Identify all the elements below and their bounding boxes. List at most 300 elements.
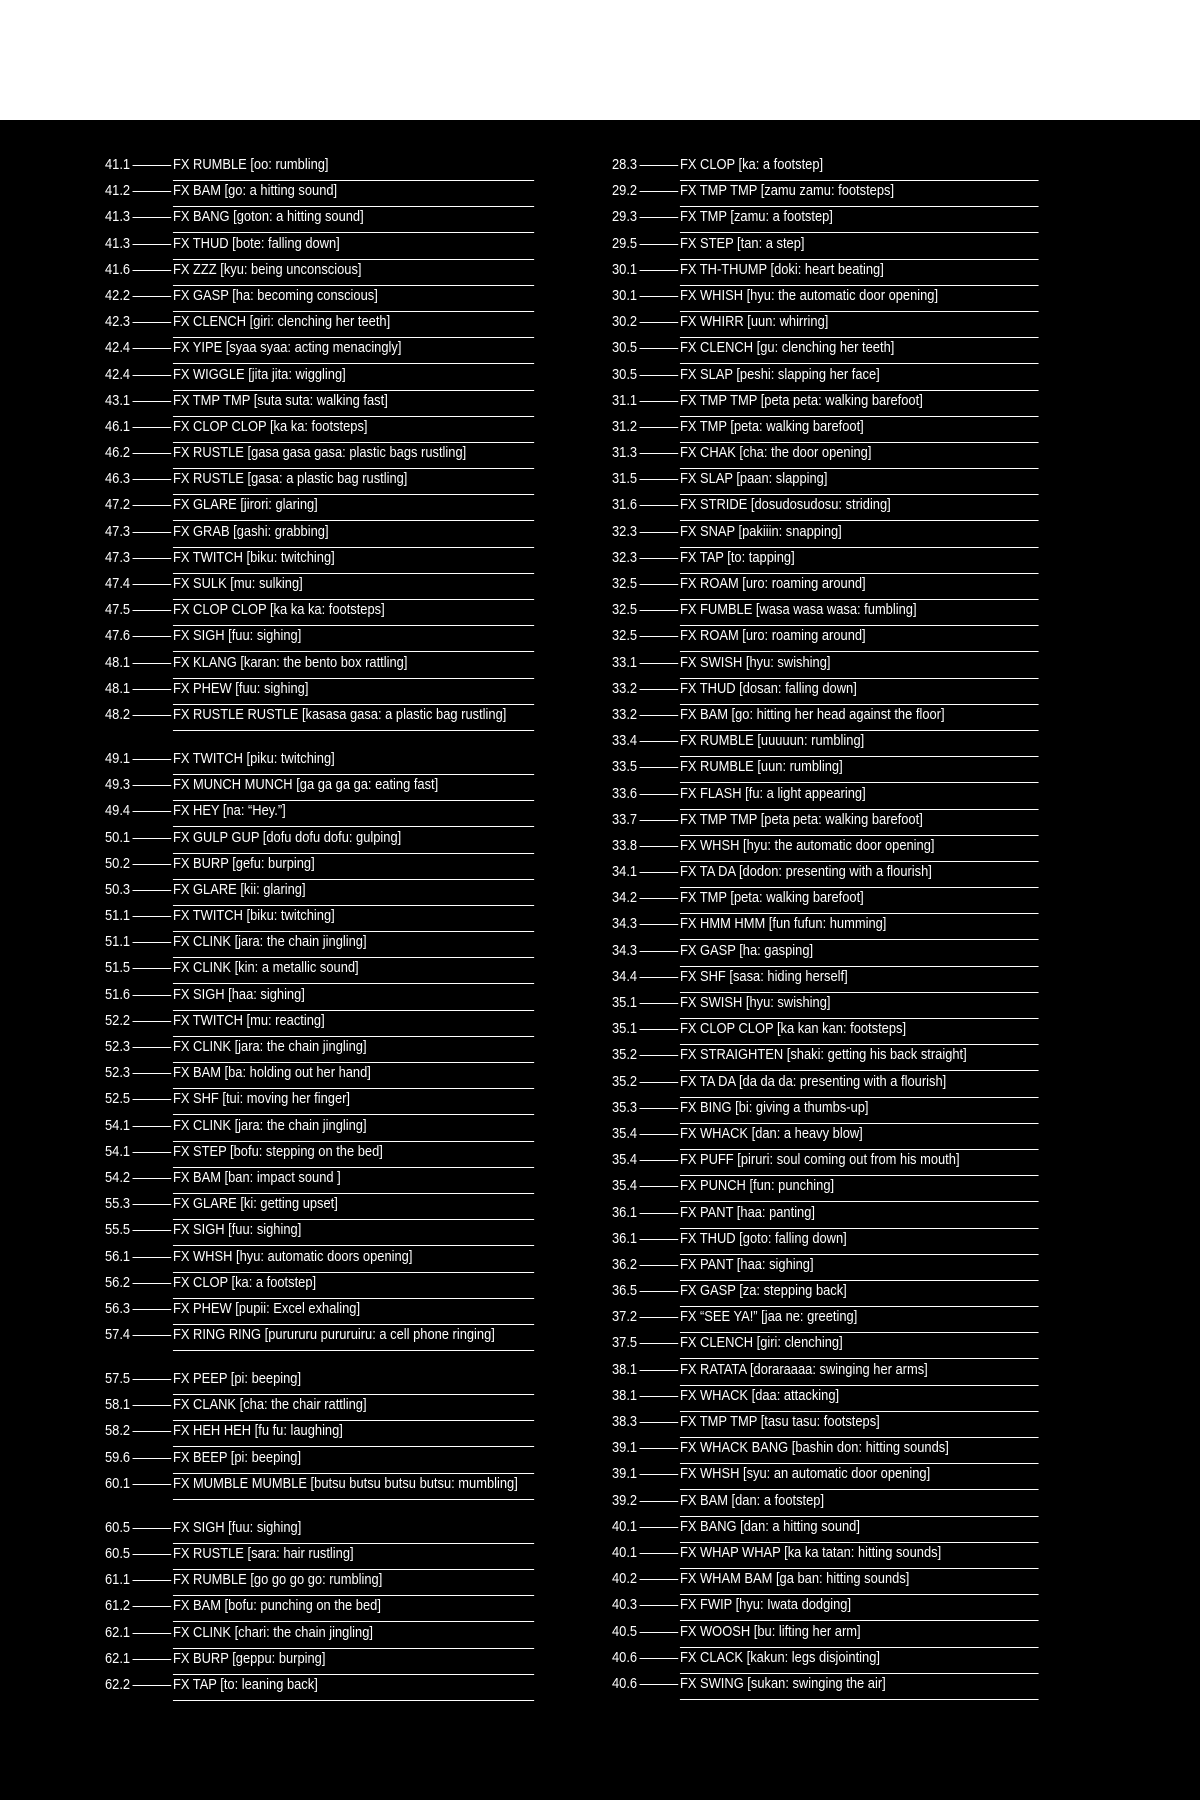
fx-entry-row xyxy=(612,601,1039,626)
leader-line xyxy=(133,1221,172,1231)
fx-entry xyxy=(612,601,1040,627)
fx-translation: FX PHEW [fuu: sighing] xyxy=(173,680,534,705)
leader-line xyxy=(133,182,172,192)
fx-translation: FX TWITCH [piku: twitching] xyxy=(173,750,534,775)
page-panel-number: 35.2 xyxy=(612,1046,638,1064)
fx-entry xyxy=(612,1544,1040,1570)
page-panel-number: 36.2 xyxy=(612,1255,638,1273)
fx-entry xyxy=(105,1519,535,1545)
fx-translation: FX GASP [ha: becoming conscious] xyxy=(173,287,534,312)
fx-entry-row xyxy=(612,523,1039,548)
leader-line xyxy=(133,1326,172,1336)
page-panel-number: 30.5 xyxy=(612,339,638,357)
page-panel-number: 33.2 xyxy=(612,705,638,723)
fx-entry xyxy=(105,1195,535,1221)
leader-line xyxy=(640,811,679,821)
fx-entry xyxy=(612,1099,1040,1125)
fx-entry xyxy=(105,986,535,1012)
fx-entry xyxy=(105,339,535,365)
fx-translation: FX “SEE YA!” [jaa ne: greeting] xyxy=(680,1308,1039,1333)
page-panel-number: 32.5 xyxy=(612,601,638,619)
page-panel-number: 46.2 xyxy=(105,444,131,462)
page-panel-number: 31.5 xyxy=(612,470,638,488)
leader-line xyxy=(640,1623,679,1633)
leader-line xyxy=(640,1334,679,1344)
fx-entry xyxy=(105,1624,535,1650)
leader-line xyxy=(640,523,679,533)
fx-entry xyxy=(105,802,535,828)
fx-translation: FX CLENCH [gu: clenching her teeth] xyxy=(680,339,1039,364)
fx-entry-row xyxy=(612,680,1039,705)
page-panel-number: 33.6 xyxy=(612,784,638,802)
fx-entry-row xyxy=(105,750,534,775)
leader-line xyxy=(640,470,679,480)
leader-line xyxy=(640,235,679,245)
top-margin xyxy=(0,0,1200,120)
fx-entry-row xyxy=(612,339,1039,364)
leader-line xyxy=(133,444,172,454)
fx-translation: FX BAM [go: a hitting sound] xyxy=(173,182,534,207)
leader-line xyxy=(133,1274,172,1284)
fx-translation: FX THUD [dosan: falling down] xyxy=(680,680,1039,705)
leader-line xyxy=(640,1177,679,1187)
page-panel-number: 40.5 xyxy=(612,1622,638,1640)
fx-translation: FX BING [bi: giving a thumbs-up] xyxy=(680,1099,1039,1124)
page-panel-number: 54.2 xyxy=(105,1168,131,1186)
page-panel-number: 35.1 xyxy=(612,1020,638,1038)
leader-line xyxy=(133,392,172,402)
fx-entry xyxy=(612,287,1040,313)
fx-entry-row xyxy=(612,1649,1039,1674)
page-panel-number: 41.1 xyxy=(105,156,131,173)
fx-entry-row xyxy=(105,182,534,207)
fx-entry xyxy=(612,1465,1040,1491)
page-panel-number: 28.3 xyxy=(612,156,638,173)
page-panel-number: 36.5 xyxy=(612,1282,638,1300)
page-panel-number: 47.3 xyxy=(105,548,131,566)
fx-entry-row xyxy=(105,208,534,233)
leader-line xyxy=(133,156,172,166)
page-panel-number: 38.3 xyxy=(612,1413,638,1430)
fx-entry xyxy=(105,1449,535,1475)
fx-entry-row xyxy=(105,776,534,801)
fx-entry xyxy=(612,1413,1040,1439)
leader-line xyxy=(133,1038,172,1048)
page-panel-number: 35.4 xyxy=(612,1177,638,1195)
fx-translation: FX HMM HMM [fun fufun: humming] xyxy=(680,915,1039,940)
fx-entry-row xyxy=(612,1544,1039,1569)
leader-line xyxy=(133,287,172,297)
leader-line xyxy=(133,1064,172,1074)
fx-translation: FX TH-THUMP [doki: heart beating] xyxy=(680,261,1039,286)
fx-entry-row xyxy=(612,811,1039,836)
fx-translation: FX ROAM [uro: roaming around] xyxy=(680,627,1039,652)
fx-entry-row xyxy=(612,1518,1039,1543)
fx-entry xyxy=(612,680,1040,706)
fx-entry-row xyxy=(612,863,1039,888)
page-panel-number: 47.5 xyxy=(105,601,131,619)
fx-entry xyxy=(612,496,1040,522)
fx-translation: FX BAM [dan: a footstep] xyxy=(680,1492,1039,1517)
page-panel-number: 49.3 xyxy=(105,776,131,794)
fx-translation: FX SULK [mu: sulking] xyxy=(173,575,534,600)
page-panel-number: 40.2 xyxy=(612,1570,638,1588)
leader-line xyxy=(640,1596,679,1606)
fx-entry xyxy=(612,811,1040,837)
sound-effects-list-right xyxy=(612,156,1040,1701)
leader-line xyxy=(640,1204,679,1214)
fx-entry xyxy=(105,261,535,287)
fx-entry xyxy=(612,785,1040,811)
fx-translation: FX GLARE [kii: glaring] xyxy=(173,881,534,906)
leader-line xyxy=(133,750,172,760)
leader-line xyxy=(640,994,679,1004)
fx-entry-row xyxy=(105,1624,534,1649)
leader-line xyxy=(640,182,679,192)
fx-entry xyxy=(105,1396,535,1422)
fx-entry-row xyxy=(105,313,534,338)
fx-entry-row xyxy=(105,907,534,932)
leader-line xyxy=(133,1571,172,1581)
fx-entry-row xyxy=(105,523,534,548)
fx-entry xyxy=(612,261,1040,287)
fx-entry-row xyxy=(105,959,534,984)
fx-entry-row xyxy=(612,1570,1039,1595)
fx-entry xyxy=(105,1545,535,1571)
fx-translation: FX GASP [za: stepping back] xyxy=(680,1282,1039,1307)
fx-entry-row xyxy=(105,156,534,181)
fx-translation: FX BAM [ba: holding out her hand] xyxy=(173,1064,534,1089)
page-panel-number: 56.2 xyxy=(105,1273,131,1291)
fx-entry-row xyxy=(612,444,1039,469)
page-panel-number: 41.6 xyxy=(105,260,131,278)
page-panel-number: 42.2 xyxy=(105,286,131,304)
fx-translation: FX CLOP CLOP [ka kan kan: footsteps] xyxy=(680,1020,1039,1045)
page-panel-number: 50.2 xyxy=(105,854,131,872)
page-panel-number: 42.4 xyxy=(105,339,131,357)
fx-translation: FX WHIRR [uun: whirring] xyxy=(680,313,1039,338)
fx-entry-row xyxy=(105,1274,534,1299)
page-panel-number: 54.1 xyxy=(105,1142,131,1160)
page-panel-number: 31.2 xyxy=(612,417,638,435)
fx-translation: FX RUSTLE RUSTLE [kasasa gasa: a plastic bag rustling] xyxy=(173,706,534,731)
fx-entry xyxy=(612,1623,1040,1649)
fx-entry-row xyxy=(105,1248,534,1273)
fx-translation: FX ZZZ [kyu: being unconscious] xyxy=(173,261,534,286)
fx-entry-row xyxy=(105,1300,534,1325)
fx-entry-row xyxy=(105,627,534,652)
leader-line xyxy=(133,1117,172,1127)
page-panel-number: 47.2 xyxy=(105,496,131,514)
leader-line xyxy=(133,706,172,716)
page-panel-number: 49.4 xyxy=(105,802,131,820)
fx-entry-row xyxy=(105,1676,534,1701)
leader-line xyxy=(133,1676,172,1686)
page-panel-number: 42.4 xyxy=(105,365,131,383)
fx-entry xyxy=(612,1334,1040,1360)
fx-translation: FX CLOP CLOP [ka ka ka: footsteps] xyxy=(173,601,534,626)
fx-entry xyxy=(612,182,1040,208)
page-panel-number: 31.1 xyxy=(612,391,638,409)
leader-line xyxy=(640,758,679,768)
fx-translation: FX PUNCH [fun: punching] xyxy=(680,1177,1039,1202)
fx-entry xyxy=(612,968,1040,994)
fx-entry xyxy=(105,933,535,959)
fx-entry-row xyxy=(612,1125,1039,1150)
fx-translation: FX TMP TMP [zamu zamu: footsteps] xyxy=(680,182,1039,207)
leader-line xyxy=(640,968,679,978)
fx-translation: FX RUSTLE [gasa: a plastic bag rustling] xyxy=(173,470,534,495)
leader-line xyxy=(640,496,679,506)
fx-translation: FX BAM [go: hitting her head against the floor] xyxy=(680,706,1039,731)
fx-entry-row xyxy=(612,1387,1039,1412)
fx-entry-row xyxy=(612,470,1039,495)
page-panel-number: 30.2 xyxy=(612,313,638,331)
fx-entry xyxy=(105,881,535,907)
page-panel-number: 51.1 xyxy=(105,933,131,951)
fx-translation: FX FLASH [fu: a light appearing] xyxy=(680,785,1039,810)
fx-entry xyxy=(105,156,535,182)
page-panel-number: 35.4 xyxy=(612,1124,638,1142)
leader-line xyxy=(133,1597,172,1607)
fx-entry-row xyxy=(612,654,1039,679)
fx-translation: FX SHF [sasa: hiding herself] xyxy=(680,968,1039,993)
fx-entry-row xyxy=(612,1020,1039,1045)
fx-entry xyxy=(105,750,535,776)
leader-line xyxy=(133,1169,172,1179)
fx-entry xyxy=(612,863,1040,889)
fx-entry xyxy=(105,706,535,750)
fx-entry xyxy=(105,182,535,208)
fx-entry-row xyxy=(612,366,1039,391)
fx-translation: FX TMP TMP [peta peta: walking barefoot] xyxy=(680,811,1039,836)
leader-line xyxy=(640,366,679,376)
fx-translation: FX THUD [bote: falling down] xyxy=(173,235,534,260)
leader-line xyxy=(133,855,172,865)
fx-translation: FX TAP [to: leaning back] xyxy=(173,1676,534,1701)
page-panel-number: 36.1 xyxy=(612,1229,638,1247)
page-panel-number: 33.2 xyxy=(612,679,638,697)
fx-entry xyxy=(612,313,1040,339)
fx-entry xyxy=(105,208,535,234)
fx-translation: FX SNAP [pakiiin: snapping] xyxy=(680,523,1039,548)
page-panel-number: 38.1 xyxy=(612,1386,638,1404)
fx-translation: FX FUMBLE [wasa wasa wasa: fumbling] xyxy=(680,601,1039,626)
fx-entry-row xyxy=(612,313,1039,338)
page-panel-number: 51.5 xyxy=(105,959,131,977)
page-panel-number: 35.3 xyxy=(612,1098,638,1116)
fx-translation: FX BEEP [pi: beeping] xyxy=(173,1449,534,1474)
leader-line xyxy=(640,680,679,690)
leader-line xyxy=(133,208,172,218)
page-panel-number: 35.2 xyxy=(612,1072,638,1090)
page-panel-number: 57.5 xyxy=(105,1370,131,1388)
page-panel-number: 30.5 xyxy=(612,365,638,383)
page-panel-number: 34.3 xyxy=(612,941,638,959)
leader-line xyxy=(640,1073,679,1083)
leader-line xyxy=(133,1624,172,1634)
fx-translation: FX HEH HEH [fu fu: laughing] xyxy=(173,1422,534,1447)
leader-line xyxy=(640,549,679,559)
fx-entry-row xyxy=(612,261,1039,286)
fx-translation: FX BAM [ban: impact sound ] xyxy=(173,1169,534,1194)
leader-line xyxy=(133,1090,172,1100)
fx-entry xyxy=(612,470,1040,496)
page-panel-number: 29.5 xyxy=(612,234,638,252)
fx-translation: FX CLOP [ka: a footstep] xyxy=(173,1274,534,1299)
fx-translation: FX RING RING [purururu pururuiru: a cell phone ringing] xyxy=(173,1326,534,1351)
leader-line xyxy=(133,366,172,376)
fx-translation: FX GULP GUP [dofu dofu dofu: gulping] xyxy=(173,829,534,854)
page-panel-number: 34.2 xyxy=(612,889,638,907)
fx-entry-row xyxy=(105,1143,534,1168)
fx-entry-row xyxy=(612,1492,1039,1517)
fx-translation: FX TWITCH [biku: twitching] xyxy=(173,907,534,932)
fx-entry xyxy=(105,1475,535,1519)
fx-entry-row xyxy=(612,968,1039,993)
fx-entry-row xyxy=(105,1597,534,1622)
fx-entry xyxy=(105,1221,535,1247)
leader-line xyxy=(640,287,679,297)
leader-line xyxy=(640,313,679,323)
fx-entry-row xyxy=(105,654,534,679)
fx-translation: FX SIGH [fuu: sighing] xyxy=(173,627,534,652)
fx-translation: FX RUSTLE [gasa gasa gasa: plastic bags rustling] xyxy=(173,444,534,469)
fx-entry-row xyxy=(612,1334,1039,1359)
page-panel-number: 29.3 xyxy=(612,208,638,226)
leader-line xyxy=(640,863,679,873)
page-panel-number: 60.5 xyxy=(105,1545,131,1562)
fx-entry xyxy=(105,1370,535,1396)
fx-entry xyxy=(612,392,1040,418)
fx-entry-row xyxy=(612,837,1039,862)
fx-entry-row xyxy=(612,1256,1039,1281)
fx-entry xyxy=(105,1248,535,1274)
fx-entry-row xyxy=(105,418,534,443)
leader-line xyxy=(133,261,172,271)
leader-line xyxy=(133,313,172,323)
leader-line xyxy=(640,1387,679,1397)
fx-translation: FX GRAB [gashi: grabbing] xyxy=(173,523,534,548)
fx-translation: FX TA DA [da da da: presenting with a flourish] xyxy=(680,1073,1039,1098)
fx-entry-row xyxy=(612,1282,1039,1307)
fx-translation: FX KLANG [karan: the bento box rattling] xyxy=(173,654,534,679)
fx-translation: FX STEP [bofu: stepping on the bed] xyxy=(173,1143,534,1168)
fx-entry xyxy=(612,339,1040,365)
fx-entry-row xyxy=(105,444,534,469)
page-panel-number: 33.5 xyxy=(612,758,638,776)
fx-translation: FX WHACK [dan: a heavy blow] xyxy=(680,1125,1039,1150)
fx-entry-row xyxy=(105,601,534,626)
fx-entry-row xyxy=(105,1326,534,1351)
fx-translation: FX BANG [goton: a hitting sound] xyxy=(173,208,534,233)
fx-entry-row xyxy=(612,994,1039,1019)
leader-line xyxy=(640,1308,679,1318)
fx-translation: FX SWISH [hyu: swishing] xyxy=(680,654,1039,679)
leader-line xyxy=(640,339,679,349)
fx-entry-row xyxy=(105,1038,534,1063)
page-panel-number: 56.1 xyxy=(105,1247,131,1265)
page-panel-number: 58.2 xyxy=(105,1422,131,1440)
page-panel-number: 30.1 xyxy=(612,286,638,304)
fx-translation: FX CLOP CLOP [ka ka: footsteps] xyxy=(173,418,534,443)
fx-translation: FX CLENCH [giri: clenching her teeth] xyxy=(173,313,534,338)
leader-line xyxy=(133,235,172,245)
fx-entry-row xyxy=(105,470,534,495)
page-panel-number: 40.1 xyxy=(612,1517,638,1535)
fx-translation: FX PEEP [pi: beeping] xyxy=(173,1370,534,1395)
fx-entry-row xyxy=(612,1230,1039,1255)
fx-translation: FX SIGH [fuu: sighing] xyxy=(173,1221,534,1246)
fx-entry xyxy=(612,732,1040,758)
fx-entry-row xyxy=(612,1177,1039,1202)
fx-entry-row xyxy=(105,881,534,906)
leader-line xyxy=(133,1422,172,1432)
leader-line xyxy=(133,575,172,585)
fx-entry xyxy=(612,1570,1040,1596)
fx-entry-row xyxy=(612,1204,1039,1229)
page-panel-number: 37.2 xyxy=(612,1308,638,1326)
page-panel-number: 33.7 xyxy=(612,810,638,828)
fx-entry-row xyxy=(612,418,1039,443)
fx-entry xyxy=(105,627,535,653)
fx-entry-row xyxy=(612,496,1039,521)
leader-line xyxy=(640,627,679,637)
fx-translation: FX ROAM [uro: roaming around] xyxy=(680,575,1039,600)
fx-translation: FX HEY [na: “Hey.”] xyxy=(173,802,534,827)
fx-entry xyxy=(612,1492,1040,1518)
page-panel-number: 40.3 xyxy=(612,1596,638,1614)
fx-entry-row xyxy=(612,1099,1039,1124)
page-panel-number: 60.1 xyxy=(105,1474,131,1492)
leader-line xyxy=(133,959,172,969)
leader-line xyxy=(640,601,679,611)
fx-entry xyxy=(612,208,1040,234)
fx-entry-row xyxy=(105,1012,534,1037)
fx-entry-row xyxy=(105,802,534,827)
page-panel-number: 48.1 xyxy=(105,679,131,697)
fx-entry xyxy=(612,444,1040,470)
fx-entry-row xyxy=(612,732,1039,757)
fx-entry xyxy=(612,549,1040,575)
leader-line xyxy=(133,881,172,891)
fx-entry xyxy=(612,1204,1040,1230)
leader-line xyxy=(640,1046,679,1056)
fx-entry xyxy=(105,1597,535,1623)
leader-line xyxy=(640,1099,679,1109)
fx-entry-row xyxy=(612,706,1039,731)
leader-line xyxy=(640,392,679,402)
leader-line xyxy=(640,444,679,454)
fx-translation: FX CLINK [jara: the chain jingling] xyxy=(173,1038,534,1063)
page-panel-number: 34.1 xyxy=(612,863,638,881)
fx-entry-row xyxy=(105,549,534,574)
fx-entry-row xyxy=(105,1221,534,1246)
page-panel-number: 41.3 xyxy=(105,234,131,252)
leader-line xyxy=(133,496,172,506)
fx-entry xyxy=(612,915,1040,941)
page-panel-number: 59.6 xyxy=(105,1448,131,1466)
leader-line xyxy=(640,575,679,585)
fx-entry xyxy=(612,706,1040,732)
fx-translation: FX BANG [dan: a hitting sound] xyxy=(680,1518,1039,1543)
fx-entry xyxy=(612,156,1040,182)
leader-line xyxy=(640,1439,679,1449)
fx-translation: FX CHAK [cha: the door opening] xyxy=(680,444,1039,469)
fx-entry xyxy=(105,829,535,855)
fx-entry-row xyxy=(612,1413,1039,1438)
fx-entry-row xyxy=(105,1090,534,1115)
